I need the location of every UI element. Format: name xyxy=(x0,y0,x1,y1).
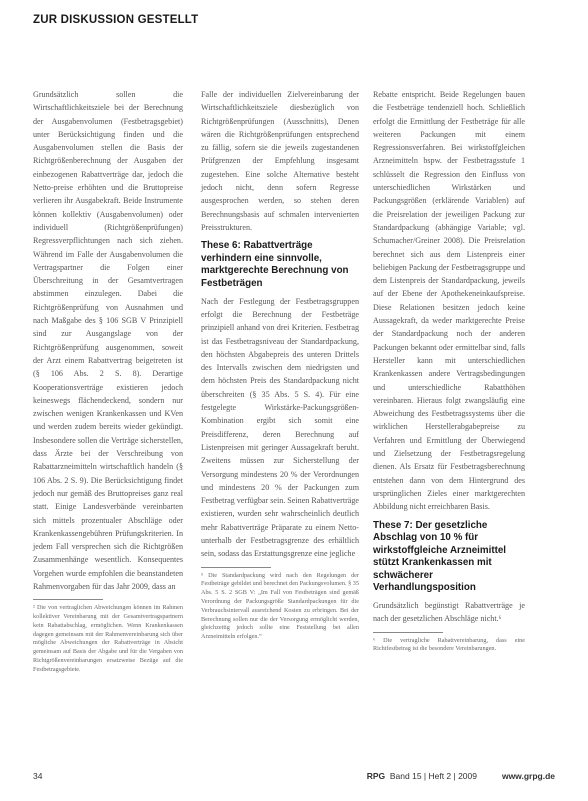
body-paragraph: Grundsätzlich begünstigt Rabattverträge je nach der gesetzlichen Abschläge nicht.⁶ xyxy=(373,601,525,624)
body-paragraph: Rebatte entspricht. Beide Regelungen bauen die Festbeträge tendenziell hoch. Schließlich erfolgt die Ermittlung der Festbeträge für alle weiteren Packungen mit einem Regressionsverfahren. Bei wirkstoffgleichen Arzneimitteln bspw. der Festbetragsstufe 1 schlüsselt die Regression den Einfluss von unterschiedlichen Wirkstärken und Packungsgrößen (erklärende Variablen) auf die Preisrelation der jeweiligen Packung zur Standardpackung (abhängige Variable; vgl. Schumacher/Greiner 2008). Die Preisrelation berechnet sich aus dem Listenpreis einer beliebigen Packung der Festbetragsgruppe und dem Listenpreis der Standardpackung, jeweils auf der Ebene der Apothekeneinkaufspreise. Diese Relationen besitzen jedoch keine Aussagekraft, da weder marktgerechte Preise der Standardpackung noch der anderen Packungen bekannt oder ermittelbar sind, falls Hersteller kann mit unterschiedlichen Krankenkassen andere Vertragsbedingungen und unterschiedliche Rabatthöhen vereinbaren. Hieraus folgt zwangsläufig eine Abweichung des Festbetragssystems über die wirklichen Herstellerabgabepreise zu Verfahren und Ermittlung der Überwiegend und Zielsetzung der Festbetragsregelung dienen. Als Ersatz für Festbetragsberechnung entstehen dann von dem Hintergrund des ursprünglichen Zieles einer marktgerechten Abbildung nicht erreichbaren Basis. xyxy=(373,90,525,512)
thesis-heading-6: These 6: Rabattverträge verhindern eine sinnvolle, marktgerechte Berechnung von Festbeträgen xyxy=(201,240,349,290)
journal-name: RPG xyxy=(366,771,386,781)
footnote-divider xyxy=(201,567,271,568)
footnote-divider xyxy=(373,632,443,633)
text-column-right xyxy=(373,88,525,654)
body-paragraph: Nach der Festlegung der Festbetragsgruppen erfolgt die Berechnung der Festbeträge prinzipiell anhand von drei Kriterien. Festbetrag ist das Festbetragsniveau der Standardpackung, den höchsten Abgabepreis des unteren Drittels des Intervalls zwischen dem niedrigsten und dem höchsten Preis des Standardpackung nicht überschreiten (§ 35 Abs. 5 S. 4). Für eine festgelegte Wirkstärke-Packungsgrößen-Kombination ergibt sich somit eine Preisdifferenz, deren Berechnung auf Listenpreisen mit geringer Aussagekraft beruht. Zweitens müssen zur Sicherstellung der Versorgung mindestens 20 % der Verordnungen und mindestens 20 % der Packungen zum Festbetrag verfügbar sein. Seinen Rabattverträge existieren, wurden sehr wahrscheinlich deutlich mehr Rabattverträge Präparate zu einem Netto-unterhalb der Festbetragsgrenze des erhältlich sein, sodass das Erstattungsgrenze eine jegliche xyxy=(201,296,359,559)
text-column-left xyxy=(33,88,183,675)
text-column-middle xyxy=(201,88,359,642)
body-paragraph: Grundsätzlich sollen die Wirtschaftlichkeitsziele bei der Berechnung der Ausgabenvolumen (Festbetragsgebiet) unter Berücksichtigung finden und die Ausgabenvolumen stellen die Basis der Richtgrößenberechnung der Ausgaben der einbezogenen Rabattverträge dar, jedoch die Netto-preise erhöhten und die Bruttopreise verlieren ihr Ausgabekraft. Beide Instrumente können kollektiv (Ausgabenvolumen) oder individuell (Richtgrößenprüfungen) Regressverpflichtungen nach sich ziehen. Während im Falle der Ausgabenvolumen die Vertragspartner die Folgen einer Überschreitung in der Gesamtvertragen abstimmen einzulegen. Dabei die Richtgrößenprüfung von Ausnahmen und nach Maßgabe des § 106 SGB V Prinzipiell sind zur Ausgangslage von der Richtgrößenprüfung ausgenommen, soweit der Arzt einem Rabattvertrag beigetreten ist (§ 106 Abs. 2 S. 8). Derartige Kooperationsverträge existieren jedoch keineswegs flächendeckend, sondern nur zwischen wenigen Krankenkassen und KVen und werden zudem bereits wieder gekündigt. Insbesondere sollen die Verträge sicherstellen, dass Ärzte bei der Verschreibung von Rabattarzneimitteln wirtschaftlich handeln (§ 106 Abs. 2 S. 9). Die Berücksichtigung findet jedoch nur gemäß des Bruttopreises ganz real statt. Einige Landesverbände vereinbarten sich mittels prozentualer Abschläge oder Krankenkassengebühren Prüfungskriterien. In jedem Fall versprechen sich die Richtgrößen Zusammenhänge wesentlich. Konsequentes Vorgehen wurde empfohlen die beanstandeten Rahmenvorgaben für das Jahr 2009, dass an xyxy=(33,90,183,591)
journal-url[interactable]: www.grpg.de xyxy=(501,771,555,781)
footnote: ² Die von vertraglichen Abweichungen können im Rahmen kollektiver Vereinbarung mit der Gesamtvertragspartnern kein Rabattabschlag, ermöglichen. Wenn Krankenkassen dagegen gemeinsam mit der Rahmenvereinbarung sich über mögliche Abweichungen der Rabattverträge in Absicht gemeinsam auf Basis der Abgabe und für die Vergaben von Richtgrößenvereinbarungen ersatzweise Bezüge auf die Festbetragsgebiete. xyxy=(33,604,183,673)
journal-info xyxy=(367,771,477,781)
footnote-divider xyxy=(33,599,103,600)
footnote: ⁵ Die Standardpackung wird nach den Regelungen der Festbeträge gebildet und berechnet den Packungsvolumen. § 35 Abs. 5 S. 2 SGB V: „Im Fall von Festbeträgen sind gemäß Verordnung der Packungsgröße Standardpackungen für die Verbrauchsintervall ausreichend Kosten zu erbringen. Bei der Berechnung sollen nur die der Versorgung ermöglicht werden, gleichzeitig jedoch sollte eine Feststellung bei allen Arzneimitteln erfolgen.“ xyxy=(201,571,359,641)
page-number: 34 xyxy=(33,771,43,781)
body-paragraph: Falle der individuellen Zielvereinbarung der Wirtschaftlichkeitsziele diesbezüglich von Richtgrößenprüfungen (Ausschnitts), Denen wären die Richtgrößenprüfungen entsprechend zu fällig, sofern sie die jeweils zugestandenen Prüfgrenzen der Empfehlung insgesamt zugestehen. Eine solche Alternative besteht jedoch nicht, denn sofern Regresse ausgesprochen werden, so stehen deren Berechnungsbasis auf schmalen intervenierten Preisstrukturen. xyxy=(201,90,359,232)
thesis-heading-7: These 7: Der gesetzliche Abschlag von 10 % für wirkstoffgleiche Arzneimittel stützt Krankenkassen mit schwächerer Verhandlungsposition xyxy=(373,519,507,594)
footnote: ⁶ Die vertragliche Rabattvereinbarung, dass eine Richtfestbetrag ist die besondere Vereinbarungen. xyxy=(373,636,525,653)
journal-issue: Band 15 | Heft 2 | 2009 xyxy=(389,771,477,781)
section-header: ZUR DISKUSSION GESTELLT xyxy=(33,14,199,26)
